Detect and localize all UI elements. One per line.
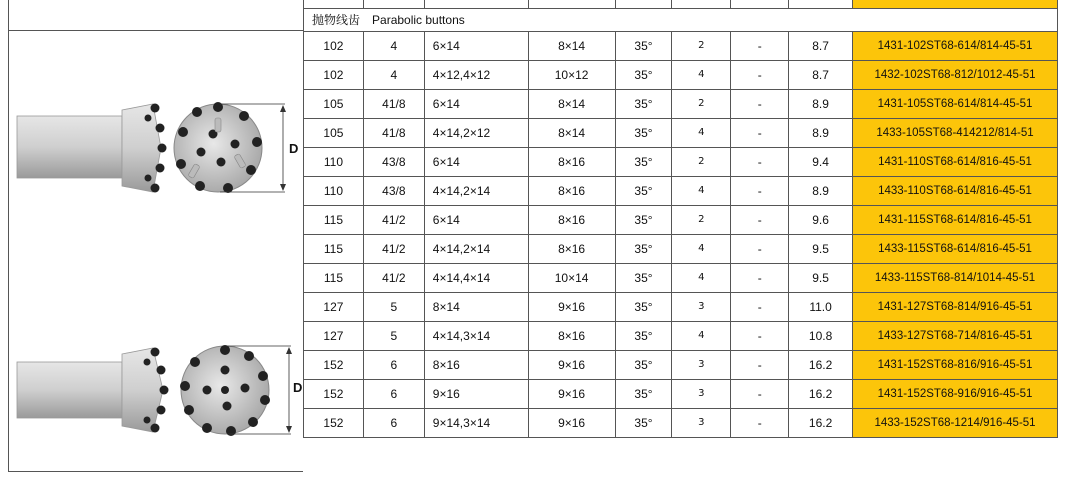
- size-cell: 41/2: [363, 205, 424, 234]
- angle-cell: 35°: [615, 292, 672, 321]
- holes-cell: 2: [672, 205, 731, 234]
- product-code-cell: 1433-115ST68-814/1014-45-51: [853, 263, 1058, 292]
- dash-cell: -: [731, 408, 789, 437]
- weight-cell: 16.2: [789, 350, 853, 379]
- gauge-buttons-cell: 4×14,2×14: [424, 234, 528, 263]
- holes-cell: 4: [672, 118, 731, 147]
- weight-cell: 16.2: [789, 408, 853, 437]
- table-row: [304, 292, 1058, 321]
- product-code-cell: 1431-110ST68-614/816-45-51: [853, 147, 1058, 176]
- section-title-en: Parabolic buttons: [372, 13, 465, 27]
- dash-cell: -: [731, 234, 789, 263]
- table-row: [304, 263, 1058, 292]
- angle-cell: 35°: [615, 176, 672, 205]
- size-cell: 4: [363, 31, 424, 60]
- angle-cell: 35°: [615, 31, 672, 60]
- gauge-buttons-cell: 4×14,2×12: [424, 118, 528, 147]
- front-buttons-cell: 8×14: [528, 118, 615, 147]
- holes-cell: 3: [672, 379, 731, 408]
- front-buttons-cell: 9×16: [528, 408, 615, 437]
- table-row: [304, 234, 1058, 263]
- front-buttons-cell: 9×16: [528, 379, 615, 408]
- table-row: [304, 176, 1058, 205]
- dash-cell: -: [731, 176, 789, 205]
- dash-cell: -: [731, 205, 789, 234]
- dash-cell: -: [731, 31, 789, 60]
- section-header-row: [304, 8, 1058, 31]
- divider: [9, 30, 304, 31]
- gauge-buttons-cell: 9×16: [424, 379, 528, 408]
- diameter-cell: 115: [304, 205, 364, 234]
- dash-cell: -: [731, 263, 789, 292]
- image-panel: [8, 0, 303, 472]
- diameter-cell: 110: [304, 147, 364, 176]
- holes-cell: 2: [672, 147, 731, 176]
- table-row: [304, 379, 1058, 408]
- product-code-cell: 1431-115ST68-614/816-45-51: [853, 205, 1058, 234]
- front-buttons-cell: 8×14: [528, 31, 615, 60]
- diameter-cell: 152: [304, 408, 364, 437]
- dash-cell: -: [731, 321, 789, 350]
- size-cell: 41/2: [363, 234, 424, 263]
- size-cell: 6: [363, 379, 424, 408]
- dash-cell: -: [731, 350, 789, 379]
- holes-cell: 2: [672, 31, 731, 60]
- holes-cell: 4: [672, 176, 731, 205]
- product-code-cell: 1431-102ST68-614/814-45-51: [853, 31, 1058, 60]
- diameter-cell: 127: [304, 292, 364, 321]
- angle-cell: 35°: [615, 350, 672, 379]
- section-title-cn: 抛物线齿: [312, 13, 361, 27]
- product-code-cell: 1431-152ST68-916/916-45-51: [853, 379, 1058, 408]
- weight-cell: 8.7: [789, 31, 853, 60]
- angle-cell: 35°: [615, 147, 672, 176]
- diameter-cell: 115: [304, 263, 364, 292]
- gauge-buttons-cell: 4×14,2×14: [424, 176, 528, 205]
- holes-cell: 4: [672, 60, 731, 89]
- dash-cell: -: [731, 379, 789, 408]
- gauge-buttons-cell: 6×14: [424, 31, 528, 60]
- gauge-buttons-cell: 6×14: [424, 89, 528, 118]
- gauge-buttons-cell: 8×16: [424, 350, 528, 379]
- product-code-cell: 1433-152ST68-1214/916-45-51: [853, 408, 1058, 437]
- svg-text:D: D: [289, 141, 299, 156]
- table-row: [304, 118, 1058, 147]
- product-code-cell: 1433-105ST68-414212/814-51: [853, 118, 1058, 147]
- spec-table: [303, 0, 1058, 438]
- table-row: [304, 60, 1058, 89]
- gauge-buttons-cell: 8×14: [424, 292, 528, 321]
- angle-cell: 35°: [615, 321, 672, 350]
- front-buttons-cell: 10×14: [528, 263, 615, 292]
- gauge-buttons-cell: 4×12,4×12: [424, 60, 528, 89]
- angle-cell: 35°: [615, 205, 672, 234]
- size-cell: 5: [363, 321, 424, 350]
- holes-cell: 4: [672, 263, 731, 292]
- angle-cell: 35°: [615, 263, 672, 292]
- gauge-buttons-cell: 4×14,4×14: [424, 263, 528, 292]
- product-code-cell: 1433-127ST68-714/816-45-51: [853, 321, 1058, 350]
- diameter-cell: 102: [304, 60, 364, 89]
- table-row: [304, 408, 1058, 437]
- front-buttons-cell: 8×16: [528, 147, 615, 176]
- size-cell: 6: [363, 350, 424, 379]
- product-code-cell: 1433-115ST68-614/816-45-51: [853, 234, 1058, 263]
- holes-cell: 3: [672, 350, 731, 379]
- front-buttons-cell: 8×16: [528, 234, 615, 263]
- front-buttons-cell: 8×16: [528, 176, 615, 205]
- product-code-cell: 1431-105ST68-614/814-45-51: [853, 89, 1058, 118]
- product-code-cell: 1431-127ST68-814/916-45-51: [853, 292, 1058, 321]
- diameter-cell: 102: [304, 31, 364, 60]
- size-cell: 5: [363, 292, 424, 321]
- size-cell: 6: [363, 408, 424, 437]
- size-cell: 43/8: [363, 147, 424, 176]
- size-cell: 41/8: [363, 118, 424, 147]
- holes-cell: 4: [672, 321, 731, 350]
- diameter-cell: 105: [304, 89, 364, 118]
- diameter-cell: 152: [304, 379, 364, 408]
- weight-cell: 9.6: [789, 205, 853, 234]
- product-code-cell: 1431-152ST68-816/916-45-51: [853, 350, 1058, 379]
- dash-cell: -: [731, 89, 789, 118]
- diameter-cell: 110: [304, 176, 364, 205]
- header-stub-row: [304, 0, 1058, 8]
- table-row: [304, 147, 1058, 176]
- table-row: [304, 205, 1058, 234]
- bit-image-top: [13, 92, 303, 207]
- table-row: [304, 350, 1058, 379]
- diameter-cell: 105: [304, 118, 364, 147]
- size-cell: 43/8: [363, 176, 424, 205]
- table-row: [304, 321, 1058, 350]
- holes-cell: 3: [672, 292, 731, 321]
- weight-cell: 11.0: [789, 292, 853, 321]
- table-row: [304, 89, 1058, 118]
- diameter-cell: 127: [304, 321, 364, 350]
- diameter-cell: 115: [304, 234, 364, 263]
- weight-cell: 16.2: [789, 379, 853, 408]
- gauge-buttons-cell: 9×14,3×14: [424, 408, 528, 437]
- front-buttons-cell: 8×16: [528, 321, 615, 350]
- weight-cell: 10.8: [789, 321, 853, 350]
- bit-image-bottom: [13, 340, 303, 445]
- front-buttons-cell: 8×14: [528, 89, 615, 118]
- holes-cell: 3: [672, 408, 731, 437]
- angle-cell: 35°: [615, 408, 672, 437]
- dash-cell: -: [731, 60, 789, 89]
- front-buttons-cell: 8×16: [528, 205, 615, 234]
- weight-cell: 8.9: [789, 118, 853, 147]
- diameter-cell: 152: [304, 350, 364, 379]
- dash-cell: -: [731, 147, 789, 176]
- section-title: [304, 8, 1058, 31]
- weight-cell: 9.5: [789, 263, 853, 292]
- size-cell: 41/2: [363, 263, 424, 292]
- holes-cell: 4: [672, 234, 731, 263]
- weight-cell: 8.9: [789, 89, 853, 118]
- product-code-cell: 1432-102ST68-812/1012-45-51: [853, 60, 1058, 89]
- weight-cell: 8.7: [789, 60, 853, 89]
- front-buttons-cell: 9×16: [528, 350, 615, 379]
- gauge-buttons-cell: 4×14,3×14: [424, 321, 528, 350]
- dash-cell: -: [731, 292, 789, 321]
- dash-cell: -: [731, 118, 789, 147]
- spec-table-body: [304, 0, 1058, 437]
- svg-text:D: D: [293, 380, 303, 395]
- size-cell: 41/8: [363, 89, 424, 118]
- size-cell: 4: [363, 60, 424, 89]
- front-buttons-cell: 9×16: [528, 292, 615, 321]
- holes-cell: 2: [672, 89, 731, 118]
- weight-cell: 9.4: [789, 147, 853, 176]
- product-code-cell: 1433-110ST68-614/816-45-51: [853, 176, 1058, 205]
- angle-cell: 35°: [615, 60, 672, 89]
- angle-cell: 35°: [615, 89, 672, 118]
- angle-cell: 35°: [615, 118, 672, 147]
- gauge-buttons-cell: 6×14: [424, 147, 528, 176]
- gauge-buttons-cell: 6×14: [424, 205, 528, 234]
- table-row: [304, 31, 1058, 60]
- weight-cell: 8.9: [789, 176, 853, 205]
- front-buttons-cell: 10×12: [528, 60, 615, 89]
- spec-sheet: [8, 0, 1058, 472]
- angle-cell: 35°: [615, 379, 672, 408]
- angle-cell: 35°: [615, 234, 672, 263]
- weight-cell: 9.5: [789, 234, 853, 263]
